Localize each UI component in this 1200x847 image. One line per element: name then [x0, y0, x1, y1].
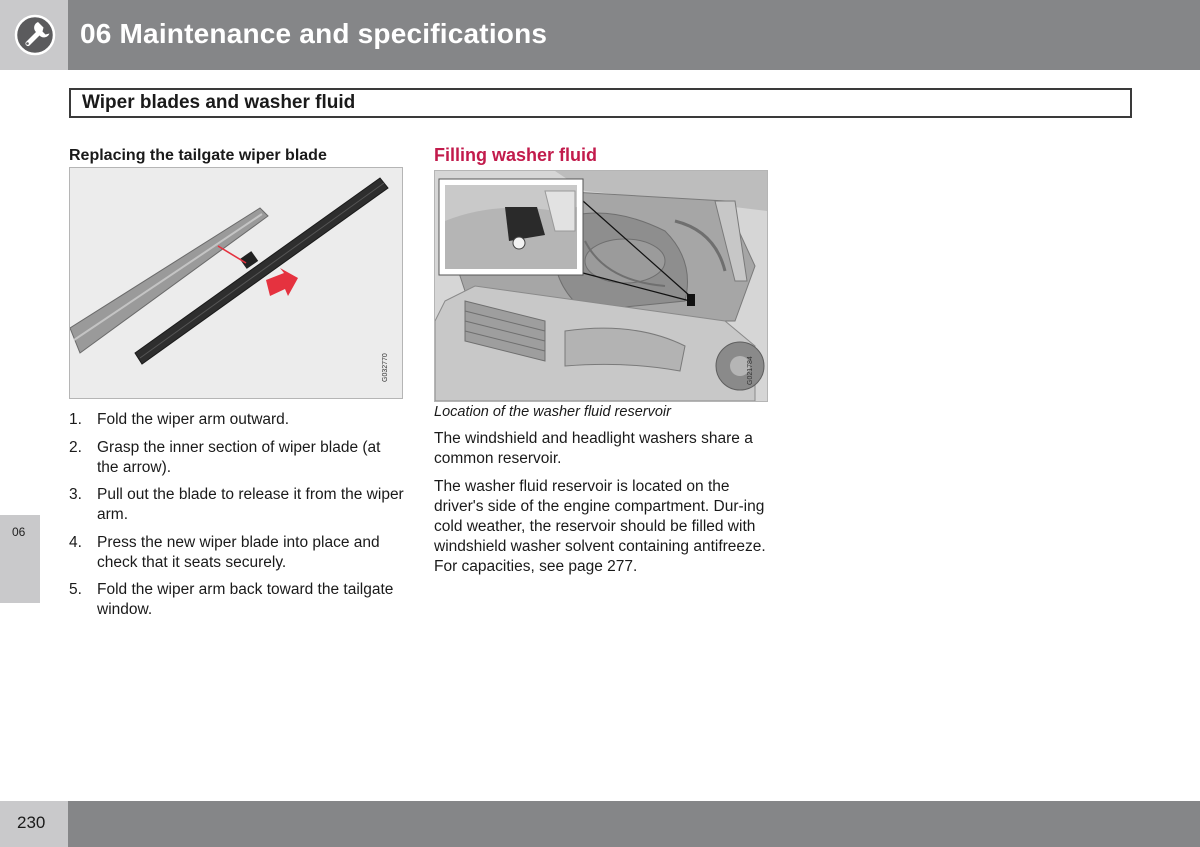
- right-heading: Filling washer fluid: [434, 145, 598, 165]
- list-item: [69, 533, 404, 573]
- section-title-box: [69, 88, 1132, 118]
- step-text: Fold the wiper arm outward.: [97, 411, 290, 428]
- step-text: Pull out the blade to release it from the wiper arm.: [97, 486, 404, 523]
- step-text: Fold the wiper arm back toward the tailgate window.: [97, 581, 394, 618]
- header-icon-block: [0, 0, 68, 70]
- section-title: Wiper blades and washer fluid: [82, 92, 356, 113]
- step-number: 2.: [69, 438, 82, 456]
- list-item: [69, 485, 404, 525]
- body-paragraph: The washer fluid reservoir is located on the driver's side of the engine compartment. Dur-ing cold weather, the reservoir should be filled with windshield washer solvent containing antifreeze. For capacities, see page 277.: [434, 478, 766, 575]
- figure-caption: Location of the washer fluid reservoir: [434, 404, 671, 420]
- engine-bay-figure: [434, 170, 768, 402]
- step-number: 5.: [69, 581, 82, 598]
- step-number: 4.: [69, 533, 82, 551]
- body-paragraph: The windshield and headlight washers share a common reservoir.: [434, 430, 753, 467]
- page-number: 230: [17, 813, 46, 832]
- list-item: [69, 438, 404, 478]
- figure-code: G032770: [382, 353, 389, 382]
- step-text: Press the new wiper blade into place and check that it seats securely.: [97, 533, 380, 571]
- list-item: [69, 410, 404, 430]
- steps-list: [69, 410, 404, 628]
- side-tab-label: 06: [12, 525, 26, 539]
- chapter-side-tab: [0, 515, 40, 603]
- step-number: 3.: [69, 486, 82, 503]
- step-text: Grasp the inner section of wiper blade (at the arrow).: [97, 438, 381, 476]
- wiper-blade-figure: [69, 167, 403, 399]
- left-heading: Replacing the tailgate wiper blade: [69, 147, 327, 164]
- wrench-icon: [14, 14, 56, 56]
- chapter-title: 06 Maintenance and specifications: [80, 18, 548, 49]
- step-number: 1.: [69, 411, 82, 428]
- list-item: [69, 580, 404, 620]
- figure-code: G021784: [747, 356, 754, 385]
- wiper-blade-illustration: [70, 168, 402, 398]
- footer-bar: [68, 801, 1200, 847]
- engine-bay-illustration: [435, 171, 767, 401]
